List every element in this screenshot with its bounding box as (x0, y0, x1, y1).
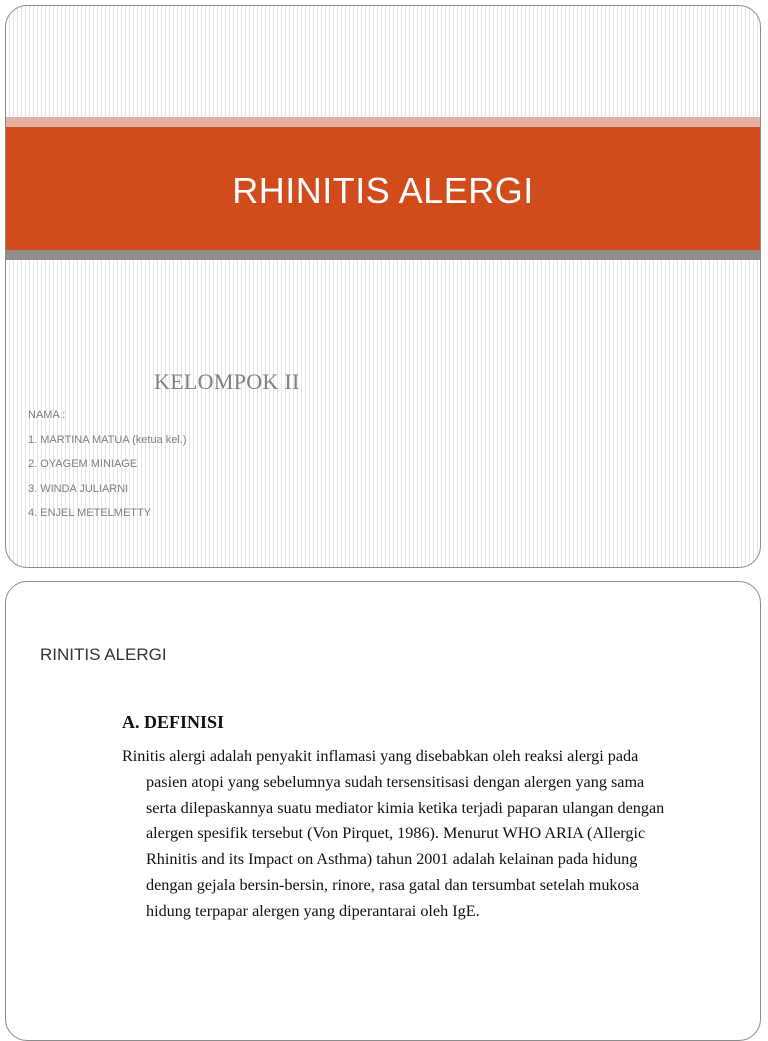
title-slide (5, 5, 761, 568)
accent-band-top (6, 117, 760, 127)
content-slide (5, 581, 761, 1041)
slide-title: RINITIS ALERGI (40, 645, 167, 664)
slide-title: RHINITIS ALERGI (232, 169, 534, 211)
list-item: 1. MARTINA MATUA (ketua kel.) (28, 433, 187, 446)
section-heading: A. DEFINISI (122, 712, 225, 732)
title-band (6, 127, 760, 250)
slide-subtitle: KELOMPOK II (154, 369, 300, 394)
accent-band-bottom (6, 250, 760, 260)
list-item: 4. ENJEL METELMETTY (28, 507, 152, 519)
members-label: NAMA : (28, 409, 66, 421)
member-list (28, 408, 187, 531)
definition-paragraph: Rinitis alergi adalah penyakit inflamasi yang disebabkan oleh reaksi alergi pada pasien atopi yang sebelumnya sudah tersensitisasi dengan alergen yang sama serta dilepaskannya suatu mediator kimia ketika terjadi paparan ulangan dengan alergen spesifik tersebut (Von Pirquet, 1986). Menurut WHO ARIA (Allergic Rhinitis and its Impact on Asthma) tahun 2001 adalah kelainan pada hidung dengan gejala bersin-bersin, rinore, rasa gatal dan tersumbat setelah mukosa hidung terpapar alergen yang diperantarai oleh IgE. (122, 747, 665, 920)
list-item: 3. WINDA JULIARNI (28, 482, 129, 495)
list-item: 2. OYAGEM MINIAGE (28, 458, 138, 470)
